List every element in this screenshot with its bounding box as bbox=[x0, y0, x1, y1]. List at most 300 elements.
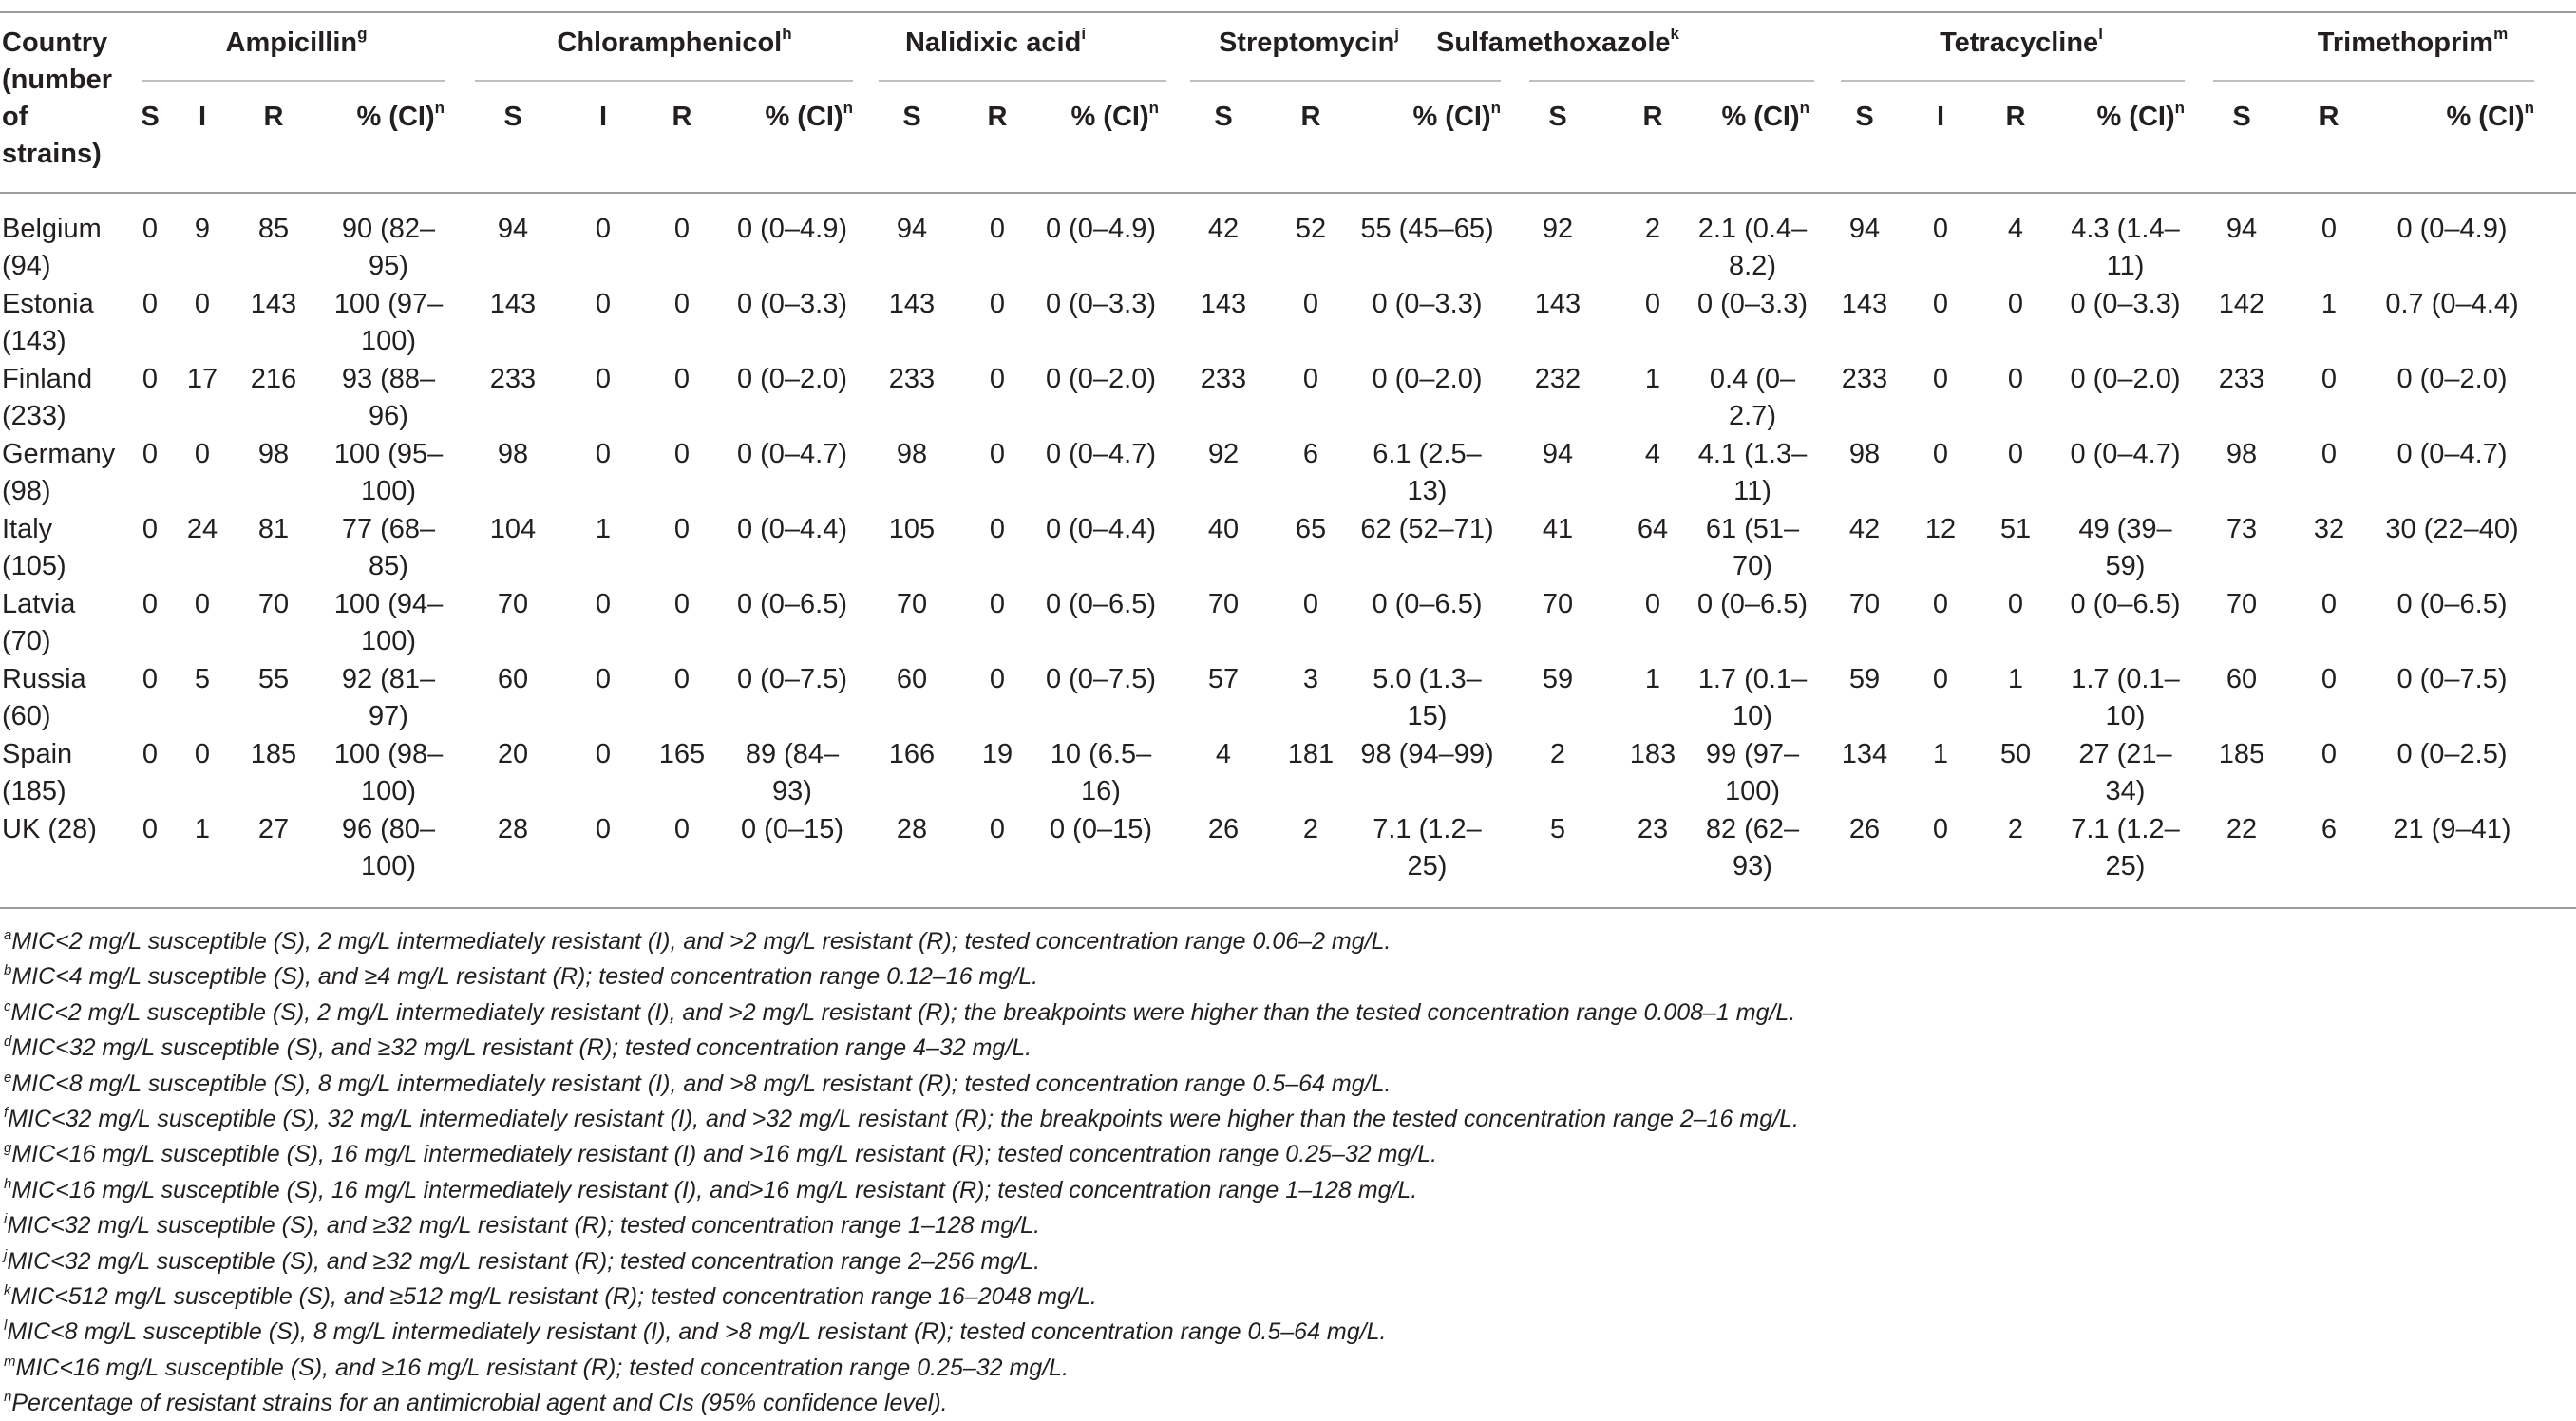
ci-column-header bbox=[1043, 99, 1159, 136]
count-cell: 4 bbox=[2007, 214, 2024, 244]
ci-cell: 1.7 (0.1–10) bbox=[2071, 664, 2180, 731]
count-cell: 0 bbox=[989, 589, 1006, 619]
ci-cell: 0 (0–3.3) bbox=[1372, 289, 1483, 319]
drug-group-underline bbox=[142, 80, 445, 82]
ci-cell: 0 (0–4.7) bbox=[736, 439, 848, 469]
count-cell: 65 bbox=[1295, 514, 1327, 544]
ci-cell: 0 (0–3.3) bbox=[2070, 289, 2181, 319]
count-cell: 94 bbox=[1848, 214, 1881, 244]
count-cell: 59 bbox=[1848, 664, 1881, 694]
ci-footnote-marker: n bbox=[2524, 99, 2534, 117]
ci-cell: 0 (0–15) bbox=[1049, 814, 1152, 844]
footnote-text: MIC<4 mg/L susceptible (S), and ≥4 mg/L resistant (R); tested concentration range 0.12–16 mg/L. bbox=[11, 963, 1039, 991]
sir-column-header: S bbox=[141, 102, 160, 132]
count-cell: 0 bbox=[142, 364, 159, 394]
footnote-text: MIC<2 mg/L susceptible (S), 2 mg/L intermediately resistant (I), and >2 mg/L resistant (R); the breakpoints were higher than the tested concentration range 0.008–1 mg/L. bbox=[10, 998, 1796, 1026]
ci-cell: 0 (0–2.0) bbox=[2070, 364, 2181, 394]
drug-name: Trimethoprim bbox=[2317, 28, 2494, 58]
ci-cell: 0.7 (0–4.4) bbox=[2385, 289, 2519, 319]
count-cell: 0 bbox=[2320, 439, 2338, 469]
count-cell: 26 bbox=[1848, 814, 1881, 844]
drug-footnote-marker: l bbox=[2098, 25, 2103, 43]
sir-column-header: I bbox=[1936, 102, 1945, 132]
ci-cell: 98 (94–99) bbox=[1360, 739, 1494, 769]
count-cell: 26 bbox=[1207, 814, 1240, 844]
count-cell: 0 bbox=[2320, 589, 2338, 619]
sir-column-header: S bbox=[1214, 102, 1233, 132]
count-cell: 233 bbox=[489, 364, 537, 394]
footnote bbox=[4, 1317, 1386, 1346]
count-cell: 143 bbox=[888, 289, 936, 319]
footnote-text: MIC<32 mg/L susceptible (S), and ≥32 mg/L resistant (R); tested concentration range 1–128 mg/L. bbox=[7, 1212, 1041, 1240]
count-cell: 64 bbox=[1637, 514, 1669, 544]
count-cell: 0 bbox=[595, 439, 612, 469]
footnote-marker: b bbox=[4, 962, 12, 979]
country-cell: Belgium (94) bbox=[2, 214, 102, 281]
count-cell: 0 bbox=[595, 739, 612, 769]
ci-cell: 100 (94–100) bbox=[333, 589, 444, 656]
drug-header bbox=[106, 25, 486, 62]
count-cell: 6 bbox=[1302, 439, 1319, 469]
ci-cell: 0 (0–7.5) bbox=[736, 664, 848, 694]
sir-column-header: R bbox=[2319, 102, 2339, 132]
ci-cell: 5.0 (1.3–15) bbox=[1373, 664, 1482, 731]
count-cell: 1 bbox=[2007, 664, 2024, 694]
count-cell: 94 bbox=[2226, 214, 2258, 244]
count-cell: 0 bbox=[194, 439, 211, 469]
table-row bbox=[0, 511, 2576, 585]
count-cell: 98 bbox=[1848, 439, 1881, 469]
count-cell: 0 bbox=[595, 364, 612, 394]
country-cell: Russia (60) bbox=[2, 664, 86, 731]
sir-column-header: S bbox=[503, 102, 522, 132]
count-cell: 0 bbox=[595, 589, 612, 619]
drug-name: Tetracycline bbox=[1940, 28, 2099, 58]
count-cell: 0 bbox=[1644, 589, 1661, 619]
drug-footnote-marker: k bbox=[1670, 25, 1680, 43]
count-cell: 0 bbox=[673, 589, 691, 619]
count-cell: 0 bbox=[2007, 439, 2024, 469]
footnote bbox=[4, 927, 1391, 956]
ci-cell: 0 (0–4.7) bbox=[2396, 439, 2508, 469]
ci-cell: 0 (0–7.5) bbox=[2396, 664, 2508, 694]
ci-cell: 4.3 (1.4–11) bbox=[2071, 214, 2180, 281]
count-cell: 143 bbox=[1200, 289, 1247, 319]
count-cell: 9 bbox=[194, 214, 211, 244]
count-cell: 0 bbox=[595, 214, 612, 244]
count-cell: 1 bbox=[1644, 664, 1661, 694]
footnote-marker: i bbox=[4, 1211, 8, 1228]
count-cell: 94 bbox=[497, 214, 529, 244]
ci-column-header bbox=[1354, 99, 1501, 136]
table-row bbox=[0, 286, 2576, 360]
ci-cell: 100 (95–100) bbox=[333, 439, 444, 506]
count-cell: 0 bbox=[989, 364, 1006, 394]
count-cell: 1 bbox=[194, 814, 211, 844]
ci-cell: 0 (0–4.4) bbox=[1045, 514, 1157, 544]
count-cell: 183 bbox=[1629, 739, 1676, 769]
ci-column-header bbox=[2066, 99, 2185, 136]
ci-cell: 0 (0–4.7) bbox=[2070, 439, 2181, 469]
count-cell: 92 bbox=[1207, 439, 1240, 469]
footnote-marker: k bbox=[4, 1282, 11, 1298]
count-cell: 0 bbox=[595, 664, 612, 694]
footnote-marker: d bbox=[4, 1033, 12, 1051]
count-cell: 1 bbox=[595, 514, 612, 544]
count-cell: 0 bbox=[1302, 589, 1319, 619]
ci-cell: 27 (21–34) bbox=[2078, 739, 2172, 806]
drug-group-underline bbox=[1529, 80, 1814, 82]
footnote-text: MIC<32 mg/L susceptible (S), and ≥32 mg/L resistant (R); tested concentration range 4–32 mg/L. bbox=[11, 1034, 1032, 1062]
count-cell: 0 bbox=[1932, 664, 1949, 694]
count-cell: 70 bbox=[2226, 589, 2258, 619]
drug-header bbox=[2223, 25, 2576, 62]
count-cell: 98 bbox=[2226, 439, 2258, 469]
footnote-marker: e bbox=[4, 1069, 12, 1086]
table-bottom-rule bbox=[0, 907, 2576, 909]
ci-cell: 21 (9–41) bbox=[2393, 814, 2511, 844]
count-cell: 20 bbox=[497, 739, 529, 769]
drug-footnote-marker: h bbox=[782, 25, 792, 43]
count-cell: 98 bbox=[257, 439, 290, 469]
drug-name: Sulfamethoxazole bbox=[1435, 28, 1671, 58]
count-cell: 2 bbox=[1549, 739, 1566, 769]
count-cell: 70 bbox=[896, 589, 928, 619]
footnote-marker: f bbox=[4, 1105, 9, 1121]
count-cell: 0 bbox=[142, 439, 159, 469]
count-cell: 0 bbox=[2320, 739, 2338, 769]
count-cell: 0 bbox=[142, 664, 159, 694]
sir-column-header: I bbox=[598, 102, 608, 132]
count-cell: 0 bbox=[194, 589, 211, 619]
drug-name: Chloramphenicol bbox=[557, 28, 783, 58]
count-cell: 23 bbox=[1637, 814, 1669, 844]
footnote bbox=[4, 1033, 1032, 1062]
count-cell: 0 bbox=[673, 214, 691, 244]
count-cell: 70 bbox=[1542, 589, 1574, 619]
drug-footnote-marker: g bbox=[357, 25, 368, 43]
country-cell: Italy (105) bbox=[2, 514, 66, 581]
ci-cell: 99 (97–100) bbox=[1705, 739, 1800, 806]
count-cell: 55 bbox=[257, 664, 290, 694]
count-cell: 24 bbox=[186, 514, 218, 544]
footnote bbox=[4, 962, 1038, 991]
sir-column-header: S bbox=[1855, 102, 1874, 132]
ci-label: % (CI) bbox=[2096, 102, 2175, 132]
count-cell: 0 bbox=[1932, 814, 1949, 844]
footnote-text: MIC<16 mg/L susceptible (S), 16 mg/L intermediately resistant (I), and>16 mg/L resistant (R); tested concentration range 1–128 mg/L. bbox=[11, 1176, 1418, 1203]
count-cell: 42 bbox=[1848, 514, 1881, 544]
country-cell: Latvia (70) bbox=[2, 589, 76, 656]
count-cell: 0 bbox=[1932, 439, 1949, 469]
ci-cell: 100 (98–100) bbox=[333, 739, 444, 806]
drug-group-underline bbox=[879, 80, 1166, 82]
count-cell: 0 bbox=[989, 439, 1006, 469]
drug-group-underline bbox=[1841, 80, 2185, 82]
table-row bbox=[0, 736, 2576, 810]
ci-cell: 0 (0–6.5) bbox=[1372, 589, 1483, 619]
count-cell: 70 bbox=[1848, 589, 1881, 619]
count-cell: 22 bbox=[2226, 814, 2258, 844]
footnote bbox=[4, 1354, 1069, 1382]
ci-cell: 2.1 (0.4–8.2) bbox=[1697, 214, 1808, 281]
footnote-text: MIC<16 mg/L susceptible (S), and ≥16 mg/L resistant (R); tested concentration range 0.25–32 mg/L. bbox=[15, 1354, 1070, 1381]
ci-footnote-marker: n bbox=[1490, 99, 1501, 117]
table-row bbox=[0, 361, 2576, 435]
drug-header bbox=[1831, 25, 2211, 62]
count-cell: 28 bbox=[497, 814, 529, 844]
footnote-text: MIC<512 mg/L susceptible (S), and ≥512 mg/L resistant (R); tested concentration range 16–2048 mg/L. bbox=[10, 1283, 1097, 1310]
drug-footnote-marker: m bbox=[2493, 25, 2509, 43]
count-cell: 0 bbox=[595, 814, 612, 844]
country-cell: Germany (98) bbox=[2, 439, 116, 506]
count-cell: 0 bbox=[142, 814, 159, 844]
count-cell: 98 bbox=[497, 439, 529, 469]
footnote bbox=[4, 1176, 1417, 1204]
ci-label: % (CI) bbox=[2446, 102, 2525, 132]
ci-cell: 96 (80–100) bbox=[341, 814, 436, 881]
table-top-rule bbox=[0, 11, 2576, 13]
ci-cell: 100 (97–100) bbox=[333, 289, 444, 356]
count-cell: 98 bbox=[896, 439, 928, 469]
count-cell: 92 bbox=[1542, 214, 1574, 244]
count-cell: 233 bbox=[1200, 364, 1247, 394]
ci-column-header bbox=[1695, 99, 1809, 136]
ci-cell: 30 (22–40) bbox=[2385, 514, 2519, 544]
footnote bbox=[4, 1070, 1391, 1098]
country-cell: UK (28) bbox=[2, 814, 97, 844]
country-header: Country (number of strains) bbox=[2, 28, 112, 169]
ci-column-header bbox=[2370, 99, 2534, 136]
count-cell: 105 bbox=[888, 514, 936, 544]
ci-cell: 0 (0–2.0) bbox=[1372, 364, 1483, 394]
count-cell: 32 bbox=[2313, 514, 2345, 544]
count-cell: 5 bbox=[1549, 814, 1566, 844]
count-cell: 6 bbox=[2320, 814, 2338, 844]
ci-cell: 4.1 (1.3–11) bbox=[1697, 439, 1808, 506]
count-cell: 19 bbox=[981, 739, 1013, 769]
ci-cell: 0 (0–4.9) bbox=[2396, 214, 2508, 244]
footnote-text: MIC<32 mg/L susceptible (S), and ≥32 mg/L resistant (R); tested concentration range 2–256 mg/L. bbox=[7, 1247, 1041, 1275]
drug-group-underline bbox=[2213, 80, 2534, 82]
ci-label: % (CI) bbox=[1412, 102, 1491, 132]
ci-cell: 93 (88–96) bbox=[341, 364, 436, 431]
ci-footnote-marker: n bbox=[1148, 99, 1159, 117]
ci-cell: 0 (0–15) bbox=[740, 814, 843, 844]
count-cell: 0 bbox=[194, 289, 211, 319]
count-cell: 0 bbox=[673, 664, 691, 694]
sir-column-header: R bbox=[2005, 102, 2026, 132]
drug-group-underline bbox=[475, 80, 853, 82]
footnote bbox=[4, 1389, 948, 1417]
sir-column-header: R bbox=[672, 102, 692, 132]
footnote bbox=[4, 1282, 1097, 1311]
count-cell: 0 bbox=[1932, 589, 1949, 619]
count-cell: 60 bbox=[497, 664, 529, 694]
count-cell: 0 bbox=[673, 439, 691, 469]
count-cell: 60 bbox=[896, 664, 928, 694]
footnote-marker: l bbox=[4, 1317, 8, 1335]
count-cell: 0 bbox=[2007, 364, 2024, 394]
count-cell: 0 bbox=[2320, 664, 2338, 694]
count-cell: 143 bbox=[250, 289, 297, 319]
footnote bbox=[4, 1140, 1437, 1168]
count-cell: 28 bbox=[896, 814, 928, 844]
ci-cell: 0.4 (0–2.7) bbox=[1709, 364, 1796, 431]
table-row bbox=[0, 586, 2576, 660]
ci-cell: 90 (82–95) bbox=[341, 214, 436, 281]
footnote bbox=[4, 998, 1795, 1027]
count-cell: 0 bbox=[1932, 289, 1949, 319]
ci-cell: 0 (0–2.5) bbox=[2396, 739, 2508, 769]
ci-cell: 7.1 (1.2–25) bbox=[2071, 814, 2180, 881]
count-cell: 73 bbox=[2226, 514, 2258, 544]
ci-cell: 6.1 (2.5–13) bbox=[1373, 439, 1482, 506]
footnote bbox=[4, 1105, 1799, 1133]
count-cell: 0 bbox=[142, 514, 159, 544]
count-cell: 143 bbox=[1841, 289, 1888, 319]
count-cell: 233 bbox=[1841, 364, 1888, 394]
count-cell: 0 bbox=[673, 514, 691, 544]
count-cell: 165 bbox=[658, 739, 706, 769]
table-row bbox=[0, 436, 2576, 510]
sir-column-header: R bbox=[1300, 102, 1321, 132]
sir-column-header: R bbox=[263, 102, 284, 132]
count-cell: 0 bbox=[142, 214, 159, 244]
ci-footnote-marker: n bbox=[434, 99, 445, 117]
count-cell: 94 bbox=[1542, 439, 1574, 469]
count-cell: 143 bbox=[1534, 289, 1582, 319]
count-cell: 59 bbox=[1542, 664, 1574, 694]
count-cell: 1 bbox=[1644, 364, 1661, 394]
ci-cell: 0 (0–3.3) bbox=[1045, 289, 1157, 319]
count-cell: 0 bbox=[2007, 589, 2024, 619]
ci-cell: 0 (0–6.5) bbox=[1696, 589, 1809, 619]
count-cell: 94 bbox=[896, 214, 928, 244]
table-row bbox=[0, 811, 2576, 885]
footnote-marker: a bbox=[4, 927, 12, 943]
sir-column-header: R bbox=[987, 102, 1008, 132]
count-cell: 0 bbox=[2320, 364, 2338, 394]
ci-cell: 49 (39–59) bbox=[2078, 514, 2172, 581]
count-cell: 1 bbox=[2320, 289, 2338, 319]
count-cell: 50 bbox=[1999, 739, 2032, 769]
count-cell: 0 bbox=[989, 514, 1006, 544]
count-cell: 85 bbox=[257, 214, 290, 244]
ci-cell: 1.7 (0.1–10) bbox=[1697, 664, 1808, 731]
ci-cell: 0 (0–3.3) bbox=[1696, 289, 1809, 319]
ci-cell: 0 (0–3.3) bbox=[736, 289, 848, 319]
sir-column-header: R bbox=[1642, 102, 1663, 132]
sir-column-header: S bbox=[1548, 102, 1567, 132]
footnote-marker: n bbox=[4, 1389, 12, 1406]
drug-footnote-marker: j bbox=[1394, 25, 1400, 43]
footnote-text: MIC<32 mg/L susceptible (S), 32 mg/L intermediately resistant (I), and >32 mg/L resistant (R); the breakpoints were higher than the tested concentration range 2–16 mg/L. bbox=[8, 1106, 1799, 1132]
ci-cell: 0 (0–2.0) bbox=[736, 364, 848, 394]
footnote-marker: c bbox=[4, 997, 11, 1014]
count-cell: 27 bbox=[257, 814, 290, 844]
count-cell: 57 bbox=[1207, 664, 1240, 694]
ci-cell: 61 (51–70) bbox=[1705, 514, 1800, 581]
count-cell: 0 bbox=[2007, 289, 2024, 319]
ci-cell: 0 (0–6.5) bbox=[736, 589, 848, 619]
country-cell: Spain (185) bbox=[2, 739, 73, 806]
footnote bbox=[4, 1211, 1040, 1240]
count-cell: 41 bbox=[1542, 514, 1574, 544]
count-cell: 166 bbox=[888, 739, 936, 769]
ci-cell: 7.1 (1.2–25) bbox=[1373, 814, 1482, 881]
count-cell: 216 bbox=[250, 364, 297, 394]
ci-cell: 55 (45–65) bbox=[1360, 214, 1494, 244]
ci-cell: 0 (0–4.9) bbox=[736, 214, 848, 244]
table-row bbox=[0, 211, 2576, 285]
count-cell: 0 bbox=[595, 289, 612, 319]
drug-footnote-marker: i bbox=[1081, 25, 1087, 43]
count-cell: 0 bbox=[989, 289, 1006, 319]
header-bottom-rule bbox=[0, 192, 2576, 194]
ci-cell: 92 (81–97) bbox=[341, 664, 436, 731]
footnote-text: Percentage of resistant strains for an antimicrobial agent and CIs (95% confidence level). bbox=[11, 1390, 948, 1417]
ci-label: % (CI) bbox=[1070, 102, 1149, 132]
ci-cell: 0 (0–4.7) bbox=[1045, 439, 1157, 469]
count-cell: 142 bbox=[2218, 289, 2265, 319]
ci-cell: 0 (0–2.0) bbox=[1045, 364, 1157, 394]
ci-label: % (CI) bbox=[765, 102, 843, 132]
count-cell: 143 bbox=[489, 289, 537, 319]
sir-column-header: S bbox=[902, 102, 921, 132]
count-cell: 40 bbox=[1207, 514, 1240, 544]
count-cell: 0 bbox=[1932, 214, 1949, 244]
country-cell: Finland (233) bbox=[2, 364, 93, 431]
count-cell: 60 bbox=[2226, 664, 2258, 694]
count-cell: 70 bbox=[1207, 589, 1240, 619]
sir-column-header: I bbox=[198, 102, 207, 132]
count-cell: 2 bbox=[1644, 214, 1661, 244]
ci-footnote-marker: n bbox=[843, 99, 853, 117]
count-cell: 181 bbox=[1287, 739, 1335, 769]
count-cell: 0 bbox=[673, 814, 691, 844]
count-cell: 0 bbox=[673, 364, 691, 394]
ci-cell: 10 (6.5–16) bbox=[1050, 739, 1152, 806]
footnote-text: MIC<8 mg/L susceptible (S), 8 mg/L intermediately resistant (I), and >8 mg/L resistant (R); tested concentration range 0.5–64 mg/L. bbox=[7, 1318, 1387, 1346]
table-row bbox=[0, 661, 2576, 735]
count-cell: 52 bbox=[1295, 214, 1327, 244]
footnote-text: MIC<16 mg/L susceptible (S), 16 mg/L intermediately resistant (I) and >16 mg/L resistant (R); tested concentration range 0.25–32 mg/L. bbox=[11, 1141, 1438, 1168]
count-cell: 2 bbox=[2007, 814, 2024, 844]
ci-cell: 0 (0–6.5) bbox=[2070, 589, 2181, 619]
count-cell: 232 bbox=[1534, 364, 1582, 394]
count-cell: 0 bbox=[1644, 289, 1661, 319]
drug-name: Ampicillin bbox=[225, 28, 358, 58]
drug-group-underline bbox=[1190, 80, 1501, 82]
count-cell: 12 bbox=[1924, 514, 1957, 544]
count-cell: 70 bbox=[497, 589, 529, 619]
count-cell: 3 bbox=[1302, 664, 1319, 694]
drug-name: Streptomycin bbox=[1218, 28, 1395, 58]
count-cell: 0 bbox=[1302, 289, 1319, 319]
drug-header bbox=[1368, 25, 1748, 62]
count-cell: 0 bbox=[989, 814, 1006, 844]
ci-footnote-marker: n bbox=[2174, 99, 2185, 117]
sir-column-header: S bbox=[2232, 102, 2251, 132]
count-cell: 17 bbox=[186, 364, 218, 394]
count-cell: 0 bbox=[2320, 214, 2338, 244]
count-cell: 0 bbox=[989, 214, 1006, 244]
footnote-marker: h bbox=[4, 1175, 12, 1192]
count-cell: 0 bbox=[1932, 364, 1949, 394]
count-cell: 81 bbox=[257, 514, 290, 544]
ci-cell: 89 (84–93) bbox=[745, 739, 840, 806]
